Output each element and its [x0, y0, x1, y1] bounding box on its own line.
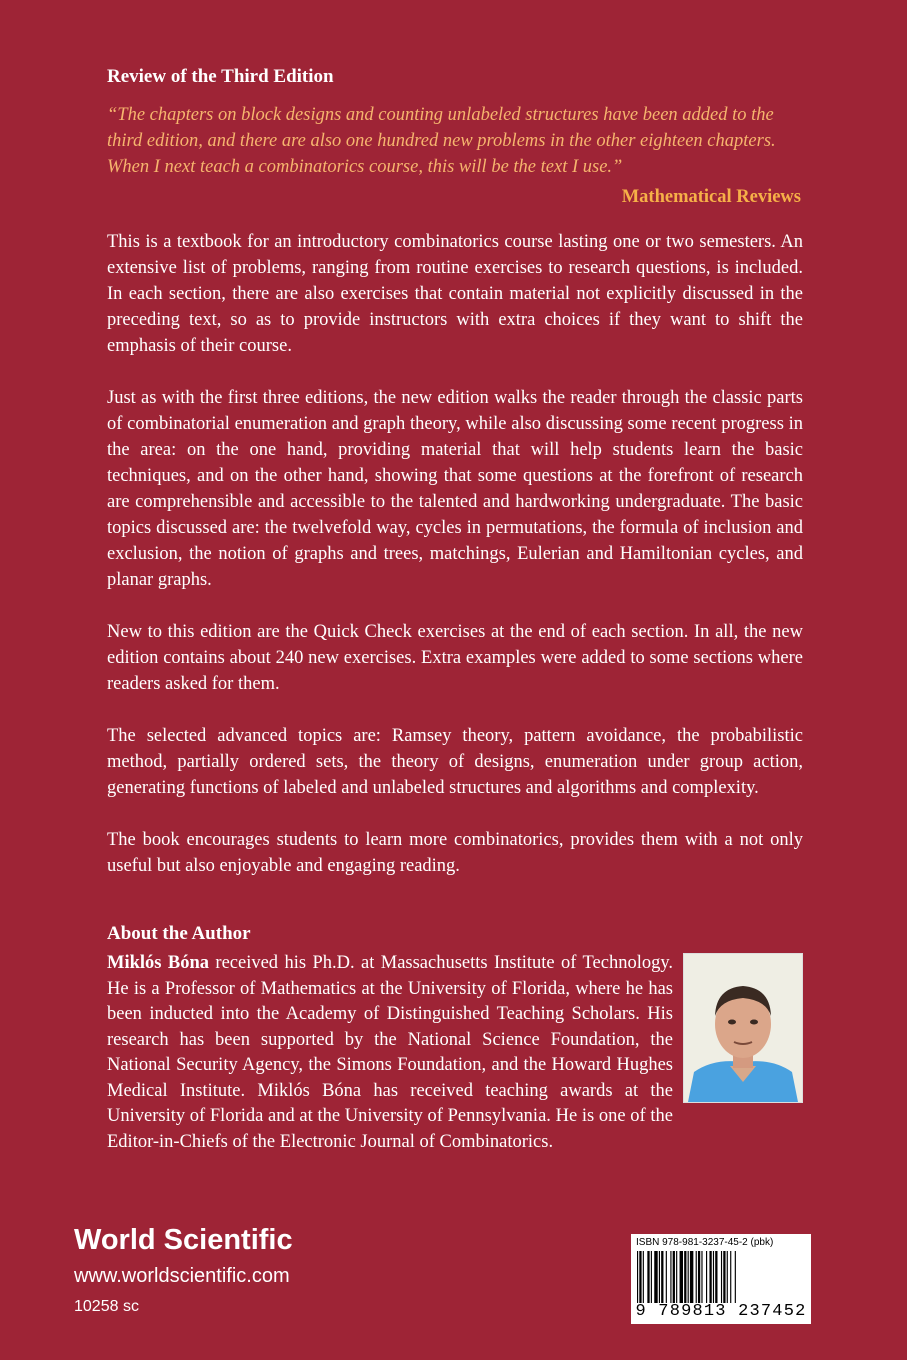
barcode-bar: [666, 1251, 667, 1303]
barcode-bar: [690, 1251, 693, 1303]
barcode-bar: [727, 1251, 728, 1303]
barcode-bar: [735, 1251, 736, 1303]
barcode-bar: [639, 1251, 641, 1303]
description-paragraph-2: Just as with the first three editions, the new edition walks the reader through the classic parts of combinatorial enumeration and graph theory, while also discussing some recent progress in the area: on the one hand, providing material that will help students learn the basic techniques, and on the other hand, showing that some questions at the forefront of research are comprehensible and accessible to the talented and hardworking undergraduate. The basic topics discussed are: the twelvefold way, cycles in permutations, the formula of inclusion and exclusion, the notion of graphs and trees, matchings, Eulerian and Hamiltonian cycles, and planar graphs.: [107, 388, 803, 590]
barcode-bar: [670, 1251, 671, 1303]
barcode-bar: [688, 1251, 689, 1303]
barcode-bar: [715, 1251, 717, 1303]
description-paragraph-1: This is a textbook for an introductory combinatorics course lasting one or two semesters. An extensive list of problems, ranging from routine exercises to research questions, is included. In each section, there are also exercises that contain material not explicitly discussed in the preceding text, so as to provide instructors with extra choices if they want to shift the emphasis of their course.: [107, 232, 803, 356]
barcode-bar: [723, 1251, 725, 1303]
description-paragraph-4: The selected advanced topics are: Ramsey theory, pattern avoidance, the probabilistic method, partially ordered sets, the theory of designs, enumeration under group action, generating functions of labeled and unlabeled structures and algorithms and complexity.: [107, 726, 803, 798]
publisher-url[interactable]: www.worldscientific.com: [74, 1265, 290, 1287]
author-heading: About the Author: [107, 923, 251, 944]
barcode-bar: [643, 1251, 644, 1303]
barcode-bar: [651, 1251, 652, 1303]
barcode-bar: [721, 1251, 722, 1303]
barcode-bar: [709, 1251, 711, 1303]
review-quote: “The chapters on block designs and counting unlabeled structures have been added to the third edition, and there are also one hundred new problems in the other eighteen chapters. When I next teach a combinatorics course, this will be the text I use.”: [107, 105, 776, 177]
author-bio-text: received his Ph.D. at Massachusetts Institute of Technology. He is a Professor of Mathematics at the University of Florida, where he has been inducted into the Academy of Distinguished Teaching Scholars. His research has been supported by the National Science Foundation, the National Security Agency, the Simons Foundation, and the Howard Hughes Medical Institute. Miklós Bóna has received teaching awards at the University of Florida and at the University of Pennsylvania. He is one of the Editor-in-Chiefs of the Electronic Journal of Combinatorics.: [107, 953, 674, 1152]
barcode-bar: [680, 1251, 683, 1303]
barcode-bar: [698, 1251, 700, 1303]
barcode-bar: [701, 1251, 702, 1303]
publisher-logo-text: World Scientific: [74, 1224, 293, 1256]
barcode-bar: [661, 1251, 663, 1303]
description-paragraph-5: The book encourages students to learn more combinatorics, provides them with a not only useful but also enjoyable and engaging reading.: [107, 830, 803, 876]
barcode-bars: [637, 1251, 805, 1303]
author-photo: [683, 953, 803, 1103]
barcode-bar: [684, 1251, 686, 1303]
barcode-bar: [706, 1251, 707, 1303]
barcode-bar: [654, 1251, 657, 1303]
barcode-bar: [637, 1251, 638, 1303]
barcode-digits: 9 789813 237452: [635, 1302, 807, 1321]
barcode-bar: [730, 1251, 731, 1303]
barcode-bar: [659, 1251, 660, 1303]
barcode-bar: [713, 1251, 714, 1303]
publisher-code: 10258 sc: [74, 1298, 139, 1315]
description-paragraph-3: New to this edition are the Quick Check exercises at the end of each section. In all, the new edition contains about 240 new exercises. Extra examples were added to some sections where readers asked for them.: [107, 622, 803, 694]
review-heading: Review of the Third Edition: [107, 66, 334, 87]
author-name: Miklós Bóna: [107, 953, 210, 973]
author-bio: [107, 951, 803, 1155]
isbn-text: ISBN 978-981-3237-45-2 (pbk): [636, 1237, 774, 1248]
barcode-bar: [673, 1251, 675, 1303]
barcode-bar: [647, 1251, 649, 1303]
barcode-bar: [676, 1251, 677, 1303]
review-source: Mathematical Reviews: [621, 187, 801, 207]
barcode-panel: [631, 1234, 811, 1324]
barcode-bar: [696, 1251, 697, 1303]
